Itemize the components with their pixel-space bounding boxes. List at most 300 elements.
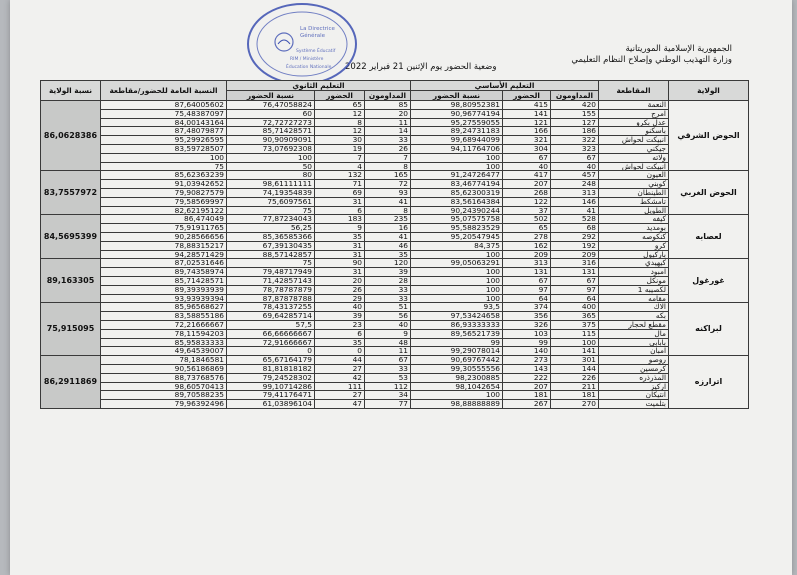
moughataa-cell: كيفه	[599, 215, 669, 224]
moughataa-cell: امبود	[599, 268, 669, 277]
bas-rate-cell: 99,29078014	[411, 347, 503, 356]
svg-text:Éducation Nationale: Éducation Nationale	[286, 65, 332, 70]
moughataa-cell: بكه	[599, 312, 669, 321]
sec-staff-cell: 11	[365, 347, 411, 356]
sec-present-cell: 35	[315, 232, 365, 241]
table-row	[41, 347, 749, 356]
wilaya-name-cell: لبراكنه	[669, 303, 749, 356]
header-moughataa: المقاطعة	[599, 81, 669, 101]
bas-staff-cell: 67	[551, 276, 599, 285]
sec-staff-cell: 34	[365, 391, 411, 400]
overall-rate-cell: 84,00143164	[101, 118, 227, 127]
bas-present-cell: 207	[503, 382, 551, 391]
header-sec-staff: المداومون	[365, 91, 411, 101]
sec-rate-cell: 56,25	[227, 224, 315, 233]
bas-present-cell: 417	[503, 171, 551, 180]
bas-rate-cell: 99,68944099	[411, 136, 503, 145]
overall-rate-cell: 85,95833333	[101, 338, 227, 347]
bas-present-cell: 321	[503, 136, 551, 145]
bas-rate-cell: 90,96774194	[411, 109, 503, 118]
bas-staff-cell: 270	[551, 400, 599, 409]
bas-present-cell: 267	[503, 400, 551, 409]
sec-present-cell: 44	[315, 356, 365, 365]
bas-rate-cell: 100	[411, 250, 503, 259]
svg-text:RIM / Ministère: RIM / Ministère	[290, 57, 324, 62]
bas-rate-cell: 83,46774194	[411, 180, 503, 189]
sec-rate-cell: 79,24528302	[227, 373, 315, 382]
bas-rate-cell: 98,88888889	[411, 400, 503, 409]
bas-staff-cell: 301	[551, 356, 599, 365]
sec-staff-cell: 33	[365, 364, 411, 373]
overall-rate-cell: 85,96568627	[101, 303, 227, 312]
sec-rate-cell: 75	[227, 259, 315, 268]
sec-rate-cell: 67,39130435	[227, 241, 315, 250]
sec-staff-cell: 40	[365, 320, 411, 329]
sec-staff-cell: 39	[365, 268, 411, 277]
sec-rate-cell: 65,67164179	[227, 356, 315, 365]
table-row	[41, 276, 749, 285]
wilaya-rate-cell: 84,5695399	[41, 215, 101, 259]
sec-present-cell: 4	[315, 162, 365, 171]
table-row	[41, 400, 749, 409]
sec-staff-cell: 67	[365, 356, 411, 365]
sec-present-cell: 31	[315, 268, 365, 277]
bas-staff-cell: 115	[551, 329, 599, 338]
overall-rate-cell: 94,28571429	[101, 250, 227, 259]
sec-staff-cell: 46	[365, 241, 411, 250]
sec-present-cell: 12	[315, 109, 365, 118]
moughataa-cell: كرمسين	[599, 364, 669, 373]
sec-present-cell: 19	[315, 144, 365, 153]
sec-rate-cell: 75,6097561	[227, 197, 315, 206]
table-row	[41, 232, 749, 241]
sec-staff-cell: 112	[365, 382, 411, 391]
bas-rate-cell: 90,24390244	[411, 206, 503, 215]
table-row	[41, 338, 749, 347]
bas-rate-cell: 93,5	[411, 303, 503, 312]
sec-present-cell: 31	[315, 197, 365, 206]
bas-present-cell: 122	[503, 197, 551, 206]
sec-rate-cell: 57,5	[227, 320, 315, 329]
table-row	[41, 215, 749, 224]
overall-rate-cell: 89,39393939	[101, 285, 227, 294]
sec-present-cell: 0	[315, 347, 365, 356]
sec-staff-cell: 85	[365, 101, 411, 110]
wilaya-rate-cell: 83,7557972	[41, 171, 101, 215]
table-row	[41, 303, 749, 312]
sec-present-cell: 65	[315, 101, 365, 110]
sec-rate-cell: 73,07692308	[227, 144, 315, 153]
header-bas-staff: المداومون	[551, 91, 599, 101]
bas-staff-cell: 248	[551, 180, 599, 189]
sec-rate-cell: 87,87878788	[227, 294, 315, 303]
bas-present-cell: 326	[503, 320, 551, 329]
sec-staff-cell: 8	[365, 162, 411, 171]
sec-rate-cell: 78,78787879	[227, 285, 315, 294]
bas-staff-cell: 528	[551, 215, 599, 224]
table-row	[41, 312, 749, 321]
bas-present-cell: 141	[503, 109, 551, 118]
moughataa-cell: بومديد	[599, 224, 669, 233]
bas-staff-cell: 400	[551, 303, 599, 312]
bas-present-cell: 99	[503, 338, 551, 347]
bas-rate-cell: 97,53424658	[411, 312, 503, 321]
bas-staff-cell: 141	[551, 347, 599, 356]
sec-rate-cell: 98,61111111	[227, 180, 315, 189]
sec-rate-cell: 78,43137255	[227, 303, 315, 312]
sec-staff-cell: 16	[365, 224, 411, 233]
wilaya-name-cell: الحوض الغربي	[669, 171, 749, 215]
bas-present-cell: 209	[503, 250, 551, 259]
svg-text:Générale: Générale	[300, 33, 326, 39]
wilaya-rate-cell: 75,915095	[41, 303, 101, 356]
sec-staff-cell: 72	[365, 180, 411, 189]
svg-text:La Directrice: La Directrice	[300, 26, 335, 32]
bas-present-cell: 304	[503, 144, 551, 153]
sec-rate-cell: 79,48717949	[227, 268, 315, 277]
sec-staff-cell: 11	[365, 118, 411, 127]
overall-rate-cell: 95,29926595	[101, 136, 227, 145]
sec-rate-cell: 76,47058824	[227, 101, 315, 110]
table-row	[41, 206, 749, 215]
table-row	[41, 188, 749, 197]
overall-rate-cell: 87,48079877	[101, 127, 227, 136]
bas-rate-cell: 85,62300319	[411, 188, 503, 197]
sec-rate-cell: 50	[227, 162, 315, 171]
table-row	[41, 268, 749, 277]
bas-staff-cell: 144	[551, 364, 599, 373]
bas-rate-cell: 100	[411, 153, 503, 162]
sec-rate-cell: 66,66666667	[227, 329, 315, 338]
overall-rate-cell: 89,74358974	[101, 268, 227, 277]
table-row	[41, 171, 749, 180]
moughataa-cell: كيهيدي	[599, 259, 669, 268]
bas-present-cell: 67	[503, 276, 551, 285]
moughataa-cell: لكصيبه 1	[599, 285, 669, 294]
bas-staff-cell: 127	[551, 118, 599, 127]
sec-present-cell: 40	[315, 303, 365, 312]
wilaya-name-cell: اترارزه	[669, 356, 749, 409]
table-row	[41, 294, 749, 303]
sec-staff-cell: 9	[365, 329, 411, 338]
sec-rate-cell: 71,42857143	[227, 276, 315, 285]
sec-present-cell: 7	[315, 153, 365, 162]
sec-present-cell: 20	[315, 276, 365, 285]
sec-rate-cell: 79,41176471	[227, 391, 315, 400]
sec-staff-cell: 7	[365, 153, 411, 162]
overall-rate-cell: 100	[101, 153, 227, 162]
table-row	[41, 382, 749, 391]
bas-staff-cell: 97	[551, 285, 599, 294]
document-title: وضعية الحضور يوم الإثنين 21 فبراير 2022	[345, 62, 497, 72]
paper-sheet	[10, 0, 792, 575]
bas-rate-cell: 98,80952381	[411, 101, 503, 110]
bas-staff-cell: 375	[551, 320, 599, 329]
overall-rate-cell: 86,474049	[101, 215, 227, 224]
sec-staff-cell: 48	[365, 338, 411, 347]
sec-rate-cell: 80	[227, 171, 315, 180]
sec-present-cell: 183	[315, 215, 365, 224]
overall-rate-cell: 90,56186869	[101, 364, 227, 373]
sec-rate-cell: 75	[227, 206, 315, 215]
bas-present-cell: 166	[503, 127, 551, 136]
header-sec-present: الحضور	[315, 91, 365, 101]
table-row	[41, 320, 749, 329]
bas-rate-cell: 83,56164384	[411, 197, 503, 206]
sec-present-cell: 27	[315, 391, 365, 400]
sec-rate-cell: 88,57142857	[227, 250, 315, 259]
bas-rate-cell: 99,30555556	[411, 364, 503, 373]
table-row	[41, 329, 749, 338]
sec-present-cell: 47	[315, 400, 365, 409]
overall-rate-cell: 79,58569997	[101, 197, 227, 206]
sec-staff-cell: 56	[365, 312, 411, 321]
overall-rate-cell: 72,21666667	[101, 320, 227, 329]
moughataa-cell: جيكني	[599, 144, 669, 153]
overall-rate-cell: 75,91911765	[101, 224, 227, 233]
sec-staff-cell: 41	[365, 197, 411, 206]
moughataa-cell: كرو	[599, 241, 669, 250]
overall-rate-cell: 98,60570413	[101, 382, 227, 391]
bas-present-cell: 40	[503, 162, 551, 171]
bas-present-cell: 64	[503, 294, 551, 303]
bas-staff-cell: 365	[551, 312, 599, 321]
table-row	[41, 101, 749, 110]
bas-rate-cell: 84,375	[411, 241, 503, 250]
moughataa-cell: مونكل	[599, 276, 669, 285]
table-row	[41, 364, 749, 373]
overall-rate-cell: 49,64539007	[101, 347, 227, 356]
sec-present-cell: 9	[315, 224, 365, 233]
overall-rate-cell: 85,62363239	[101, 171, 227, 180]
bas-rate-cell: 100	[411, 162, 503, 171]
overall-rate-cell: 75,48387097	[101, 109, 227, 118]
moughataa-cell: امرج	[599, 109, 669, 118]
bas-rate-cell: 89,24731183	[411, 127, 503, 136]
sec-staff-cell: 33	[365, 136, 411, 145]
sec-rate-cell: 60	[227, 109, 315, 118]
bas-present-cell: 131	[503, 268, 551, 277]
moughataa-cell: النعمة	[599, 101, 669, 110]
attendance-table	[40, 80, 749, 409]
bas-present-cell: 97	[503, 285, 551, 294]
bas-staff-cell: 192	[551, 241, 599, 250]
overall-rate-cell: 83,58855186	[101, 312, 227, 321]
moughataa-cell: مقامه	[599, 294, 669, 303]
bas-staff-cell: 186	[551, 127, 599, 136]
overall-rate-cell: 88,73768576	[101, 373, 227, 382]
moughataa-cell: عدل بكرو	[599, 118, 669, 127]
sec-staff-cell: 28	[365, 276, 411, 285]
bas-present-cell: 313	[503, 259, 551, 268]
table-row	[41, 162, 749, 171]
table-row	[41, 241, 749, 250]
sec-rate-cell: 72,72727273	[227, 118, 315, 127]
bas-staff-cell: 209	[551, 250, 599, 259]
bas-rate-cell: 99,05063291	[411, 259, 503, 268]
table-row	[41, 259, 749, 268]
bas-rate-cell: 89,56521739	[411, 329, 503, 338]
table-row	[41, 224, 749, 233]
sec-present-cell: 69	[315, 188, 365, 197]
header-bas-rate: نسبة الحضور	[411, 91, 503, 101]
table-row	[41, 285, 749, 294]
bas-staff-cell: 181	[551, 391, 599, 400]
moughataa-cell: بتلميت	[599, 400, 669, 409]
overall-rate-cell: 87,02531646	[101, 259, 227, 268]
bas-rate-cell: 90,69767442	[411, 356, 503, 365]
sec-staff-cell: 165	[365, 171, 411, 180]
bas-rate-cell: 100	[411, 268, 503, 277]
bas-staff-cell: 457	[551, 171, 599, 180]
overall-rate-cell: 79,96392496	[101, 400, 227, 409]
wilaya-rate-cell: 86,0628386	[41, 101, 101, 171]
sec-present-cell: 27	[315, 364, 365, 373]
bas-staff-cell: 316	[551, 259, 599, 268]
sec-staff-cell: 120	[365, 259, 411, 268]
sec-rate-cell: 74,19354839	[227, 188, 315, 197]
moughataa-cell: امبان	[599, 347, 669, 356]
bas-staff-cell: 313	[551, 188, 599, 197]
sec-present-cell: 26	[315, 285, 365, 294]
sec-present-cell: 35	[315, 338, 365, 347]
table-row	[41, 356, 749, 365]
bas-present-cell: 502	[503, 215, 551, 224]
overall-rate-cell: 90,28566656	[101, 232, 227, 241]
table-row	[41, 153, 749, 162]
moughataa-cell: العيون	[599, 171, 669, 180]
moughataa-cell: كوبني	[599, 180, 669, 189]
table-row	[41, 127, 749, 136]
bas-rate-cell: 86,93333333	[411, 320, 503, 329]
bas-rate-cell: 100	[411, 294, 503, 303]
sec-staff-cell: 20	[365, 109, 411, 118]
bas-staff-cell: 211	[551, 382, 599, 391]
bas-rate-cell: 100	[411, 285, 503, 294]
header-wilaya-rate: نسبة الولاية	[41, 81, 101, 101]
table-row	[41, 118, 749, 127]
sec-staff-cell: 26	[365, 144, 411, 153]
sec-present-cell: 31	[315, 250, 365, 259]
table-row	[41, 136, 749, 145]
bas-present-cell: 273	[503, 356, 551, 365]
table-row	[41, 250, 749, 259]
sec-present-cell: 132	[315, 171, 365, 180]
bas-staff-cell: 155	[551, 109, 599, 118]
bas-rate-cell: 98,2300885	[411, 373, 503, 382]
sec-rate-cell: 0	[227, 347, 315, 356]
bas-staff-cell: 146	[551, 197, 599, 206]
overall-rate-cell: 85,71428571	[101, 276, 227, 285]
moughataa-cell: روصو	[599, 356, 669, 365]
header-secondary: التعليم الثانوي	[227, 81, 411, 91]
bas-staff-cell: 67	[551, 153, 599, 162]
table-row	[41, 197, 749, 206]
moughataa-cell: باسكنو	[599, 127, 669, 136]
bas-present-cell: 37	[503, 206, 551, 215]
bas-rate-cell: 100	[411, 276, 503, 285]
sec-staff-cell: 8	[365, 206, 411, 215]
sec-staff-cell: 33	[365, 294, 411, 303]
moughataa-cell: بابابي	[599, 338, 669, 347]
sec-staff-cell: 35	[365, 250, 411, 259]
bas-present-cell: 356	[503, 312, 551, 321]
moughataa-cell: اركيز	[599, 382, 669, 391]
table-row	[41, 180, 749, 189]
bas-present-cell: 268	[503, 188, 551, 197]
bas-staff-cell: 64	[551, 294, 599, 303]
bas-staff-cell: 226	[551, 373, 599, 382]
bas-staff-cell: 41	[551, 206, 599, 215]
sec-staff-cell: 235	[365, 215, 411, 224]
bas-staff-cell: 40	[551, 162, 599, 171]
bas-present-cell: 278	[503, 232, 551, 241]
overall-rate-cell: 91,03942652	[101, 180, 227, 189]
bas-present-cell: 374	[503, 303, 551, 312]
wilaya-rate-cell: 89,163305	[41, 259, 101, 303]
overall-rate-cell: 87,64005602	[101, 101, 227, 110]
sec-rate-cell: 90,90909091	[227, 136, 315, 145]
moughataa-cell: انبيكت لحواش	[599, 136, 669, 145]
moughataa-cell: ولاته	[599, 153, 669, 162]
bas-present-cell: 121	[503, 118, 551, 127]
bas-present-cell: 67	[503, 153, 551, 162]
wilaya-rate-cell: 86,2911869	[41, 356, 101, 409]
bas-rate-cell: 95,20547945	[411, 232, 503, 241]
moughataa-cell: الطويل	[599, 206, 669, 215]
bas-present-cell: 181	[503, 391, 551, 400]
sec-present-cell: 30	[315, 136, 365, 145]
bas-staff-cell: 292	[551, 232, 599, 241]
svg-text:Système Éducatif: Système Éducatif	[296, 49, 336, 54]
bas-staff-cell: 131	[551, 268, 599, 277]
sec-present-cell: 90	[315, 259, 365, 268]
sec-rate-cell: 81,81818182	[227, 364, 315, 373]
moughataa-cell: انبيكت لحواش	[599, 162, 669, 171]
sec-present-cell: 29	[315, 294, 365, 303]
moughataa-cell: المذرذره	[599, 373, 669, 382]
overall-rate-cell: 79,90827579	[101, 188, 227, 197]
sec-present-cell: 31	[315, 241, 365, 250]
bas-rate-cell: 95,58823529	[411, 224, 503, 233]
wilaya-name-cell: الحوض الشرقي	[669, 101, 749, 171]
moughataa-cell: باركيول	[599, 250, 669, 259]
sec-rate-cell: 61,03896104	[227, 400, 315, 409]
sec-present-cell: 6	[315, 206, 365, 215]
sec-staff-cell: 51	[365, 303, 411, 312]
header-sec-rate: نسبة الحضور	[227, 91, 315, 101]
moughataa-cell: كنكوصه	[599, 232, 669, 241]
bas-present-cell: 103	[503, 329, 551, 338]
sec-present-cell: 39	[315, 312, 365, 321]
ministry-name: وزارة التهذيب الوطني وإصلاح النظام التعليمي	[571, 55, 732, 65]
sec-rate-cell: 77,87234043	[227, 215, 315, 224]
sec-rate-cell: 69,64285714	[227, 312, 315, 321]
overall-rate-cell: 78,88315217	[101, 241, 227, 250]
country-name: الجمهورية الإسلامية الموريتانية	[625, 44, 732, 54]
sec-present-cell: 23	[315, 320, 365, 329]
sec-present-cell: 6	[315, 329, 365, 338]
table-row	[41, 373, 749, 382]
sec-staff-cell: 14	[365, 127, 411, 136]
sec-present-cell: 71	[315, 180, 365, 189]
bas-present-cell: 415	[503, 101, 551, 110]
sec-staff-cell: 53	[365, 373, 411, 382]
wilaya-name-cell: لعصابه	[669, 215, 749, 259]
overall-rate-cell: 75	[101, 162, 227, 171]
moughataa-cell: تامشكط	[599, 197, 669, 206]
bas-staff-cell: 68	[551, 224, 599, 233]
